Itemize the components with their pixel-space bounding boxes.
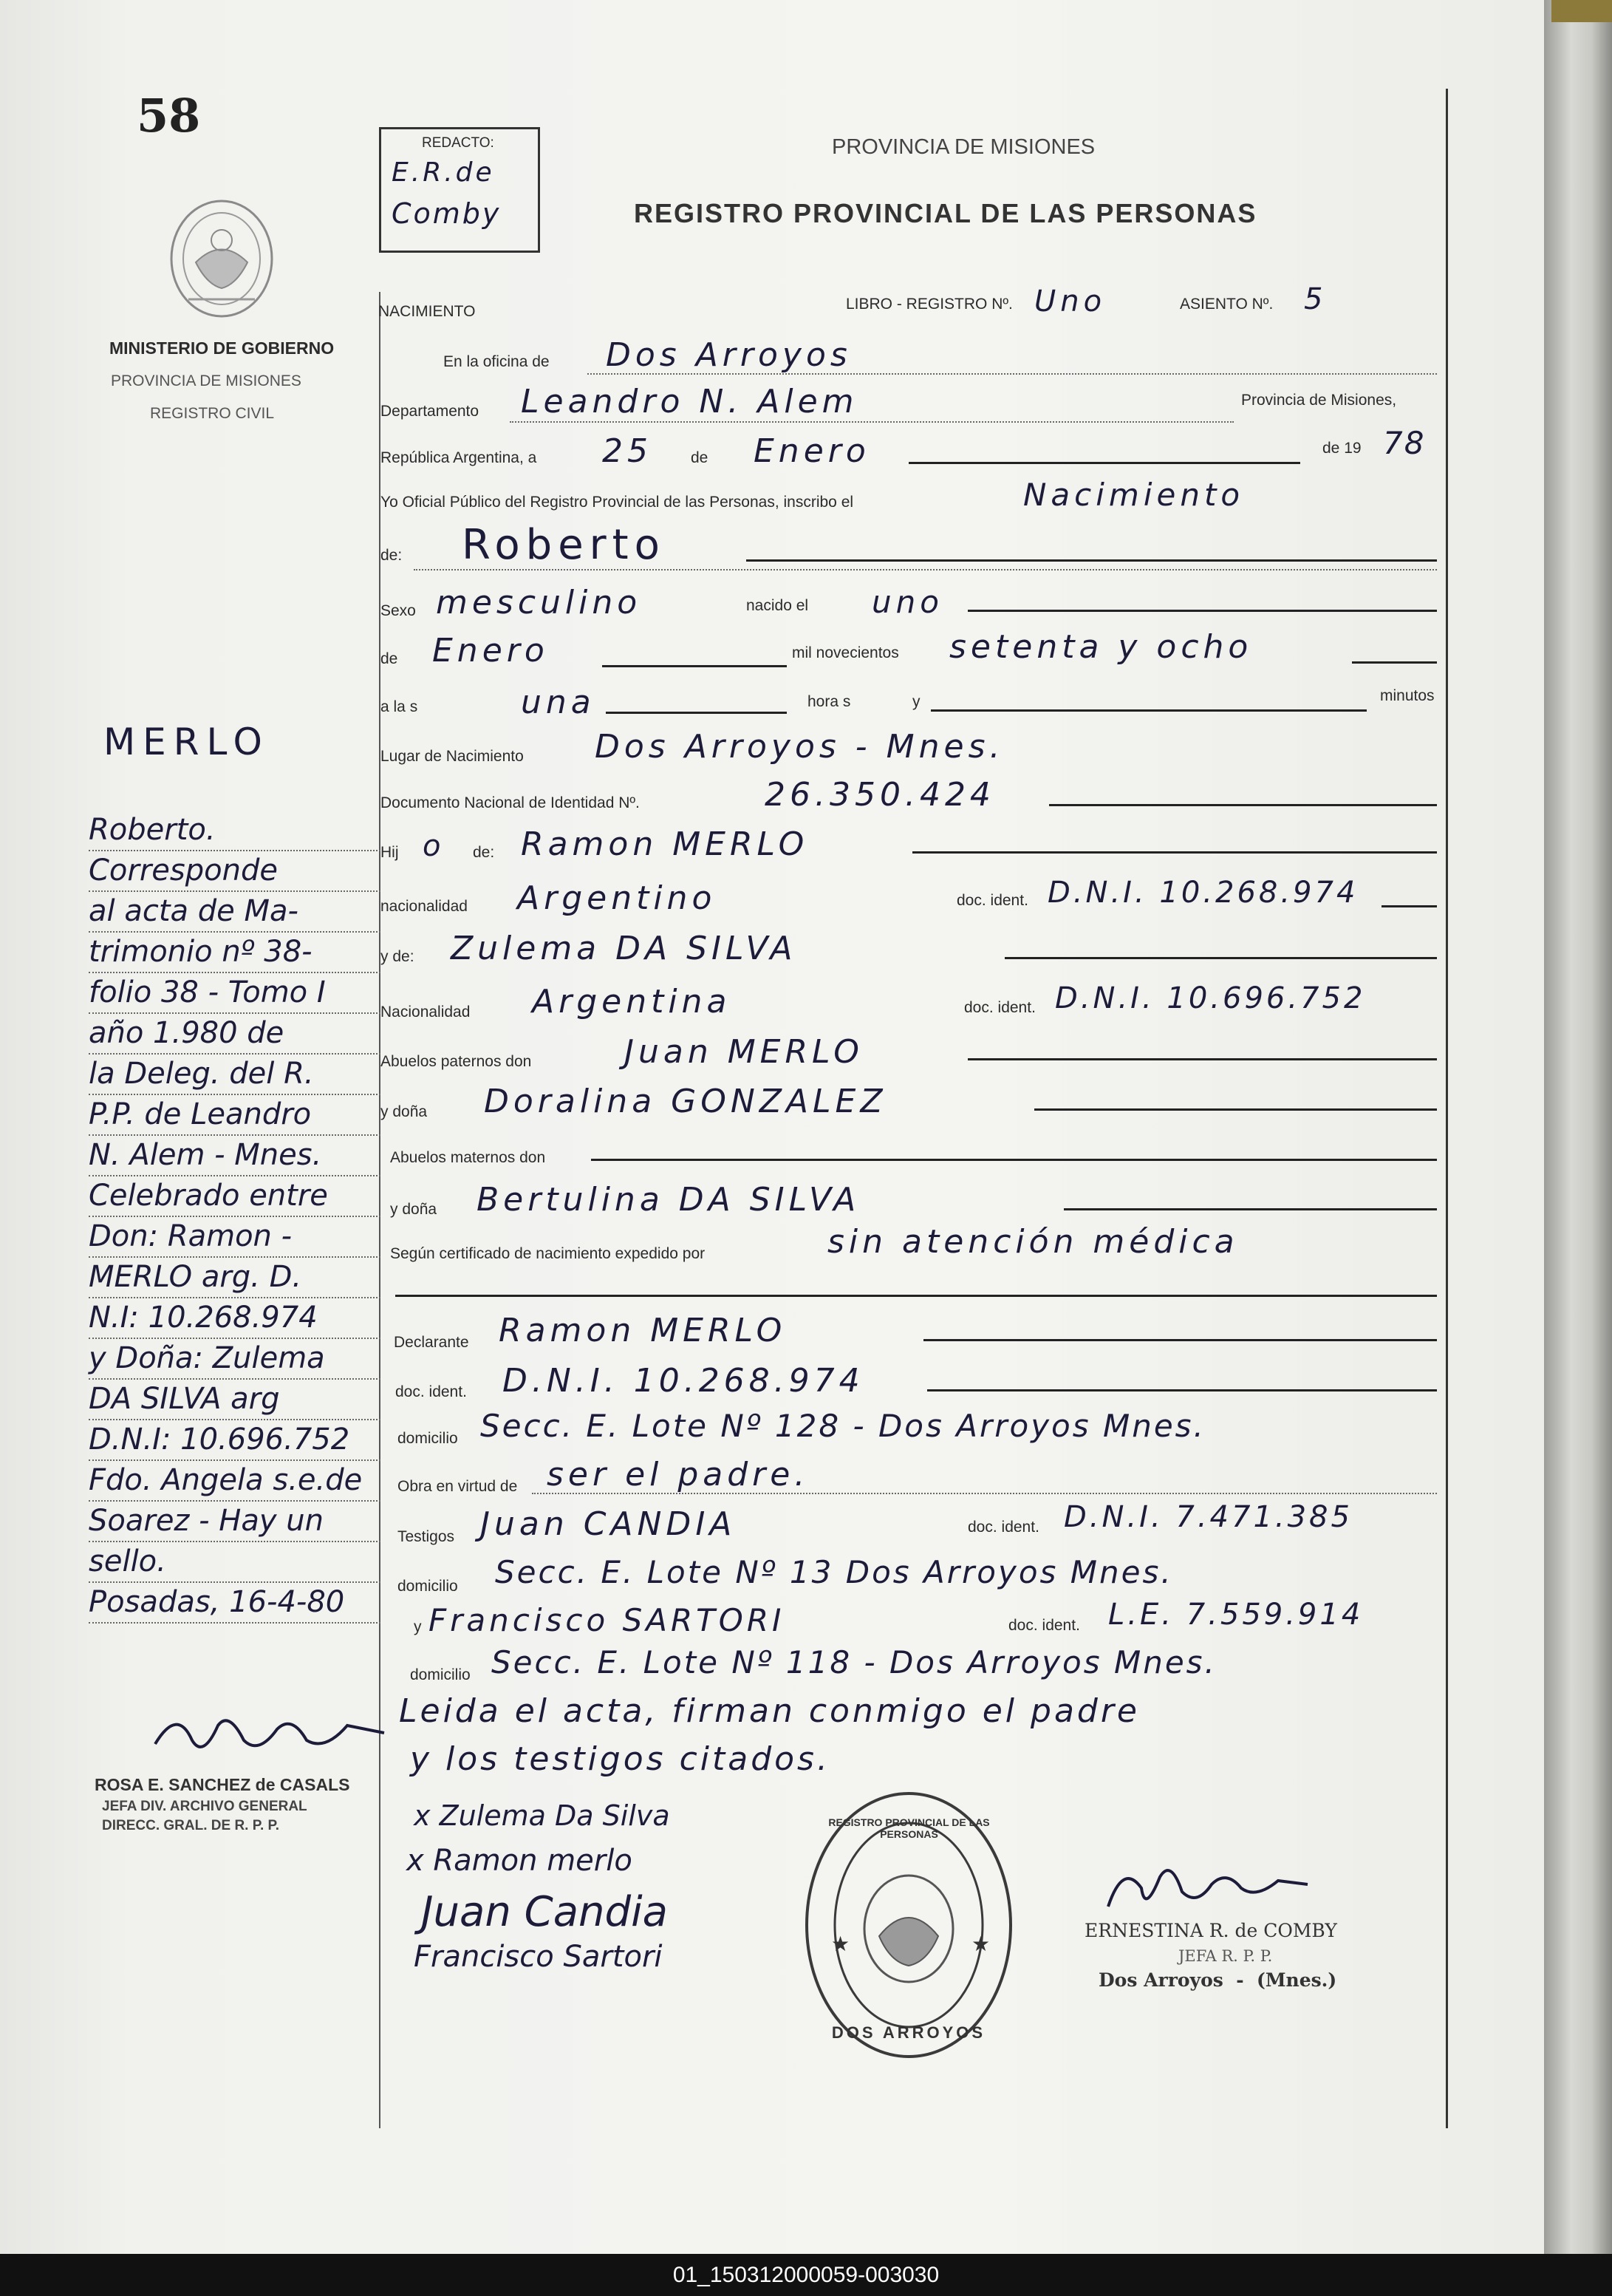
madre-value: Zulema DA SILVA xyxy=(451,930,797,967)
dom2-value: Secc. E. Lote Nº 13 Dos Arroyos Mnes. xyxy=(495,1554,1173,1590)
sexo-value: mesculino xyxy=(436,584,642,621)
redacto-line1: E.R.de xyxy=(392,157,495,188)
page-corner xyxy=(1551,0,1612,22)
hora-line xyxy=(606,712,787,714)
dom1-value: Secc. E. Lote Nº 128 - Dos Arroyos Mnes. xyxy=(480,1408,1206,1444)
redacto-box xyxy=(379,127,540,253)
doct1-label: doc. ident. xyxy=(968,1519,1039,1536)
margin-rule xyxy=(89,1378,380,1380)
lugar-value: Dos Arroyos - Mnes. xyxy=(595,728,1005,766)
nac2-value: Argentina xyxy=(532,983,731,1021)
margin-note-line: Soarez - Hay un xyxy=(89,1504,324,1538)
nac2-label: Nacionalidad xyxy=(380,1004,471,1021)
margin-note-line: Corresponde xyxy=(89,854,278,888)
redacto-line2: Comby xyxy=(392,197,502,230)
margin-note-line: P.P. de Leandro xyxy=(89,1097,312,1131)
image-identifier: 01_150312000059-003030 xyxy=(0,2254,1612,2296)
doc1-line xyxy=(1382,905,1437,907)
de3-label: de xyxy=(380,650,398,667)
margin-sig-title2: DIRECC. GRAL. DE R. P. P. xyxy=(102,1818,280,1833)
margin-rule xyxy=(89,1053,380,1055)
margin-note-line: y Doña: Zulema xyxy=(89,1341,325,1375)
margin-note-line: D.N.I: 10.696.752 xyxy=(89,1423,350,1457)
ydona2-label: y doña xyxy=(390,1201,437,1218)
signature-ramon: x Ramon merlo xyxy=(406,1844,632,1878)
official-title: JEFA R. P. P. xyxy=(1178,1947,1273,1965)
stamp-top-text: REGISTRO PROVINCIAL DE LAS PERSONAS xyxy=(828,1816,990,1840)
margin-rule xyxy=(89,931,380,933)
hijde-label: de: xyxy=(473,844,495,861)
margin-note-line: folio 38 - Tomo I xyxy=(89,975,326,1009)
abmat-line xyxy=(591,1159,1437,1161)
margin-rule xyxy=(89,1541,380,1542)
margin-rule xyxy=(89,972,380,973)
official-place: Dos Arroyos - (Mnes.) xyxy=(1099,1969,1337,1991)
abpat2-line xyxy=(1034,1108,1437,1111)
margin-rule xyxy=(89,1256,380,1258)
anio-label: de 19 xyxy=(1322,440,1362,457)
obra-line xyxy=(532,1493,1437,1494)
dom2-label: domicilio xyxy=(397,1578,458,1595)
testigo1-value: Juan CANDIA xyxy=(480,1505,737,1543)
right-column-border xyxy=(1446,89,1448,2128)
alas-label: a la s xyxy=(380,698,418,715)
republica-label: República Argentina, a xyxy=(380,449,537,466)
libro-value: Uno xyxy=(1034,285,1107,318)
obra-value: ser el padre. xyxy=(547,1456,810,1493)
depto-value: Leandro N. Alem xyxy=(521,383,858,420)
testigo2-value: Francisco SARTORI xyxy=(428,1602,785,1638)
segun-value: sin atención médica xyxy=(827,1223,1239,1261)
signature-candia: Juan Candia xyxy=(421,1888,668,1936)
dom3-label: domicilio xyxy=(410,1666,471,1683)
stamp-bottom-text: DOS ARROYOS xyxy=(831,2023,986,2042)
dni-label: Documento Nacional de Identidad Nº. xyxy=(380,794,640,811)
declarante-label: Declarante xyxy=(394,1334,469,1351)
nombre-line xyxy=(746,559,1437,562)
dom3-value: Secc. E. Lote Nº 118 - Dos Arroyos Mnes. xyxy=(491,1644,1217,1680)
nacido-label: nacido el xyxy=(746,597,809,614)
margin-note-line: Don: Ramon - xyxy=(89,1219,293,1253)
anio2-line xyxy=(1352,661,1437,664)
doc1-value: D.N.I. 10.268.974 xyxy=(1048,876,1359,910)
anio-value: 78 xyxy=(1383,425,1426,461)
signature-sartori: Francisco Sartori xyxy=(414,1940,663,1974)
asiento-value: 5 xyxy=(1304,282,1328,316)
oficina-value: Dos Arroyos xyxy=(606,336,852,374)
sexo-label: Sexo xyxy=(380,602,416,619)
registry-header: REGISTRO PROVINCIAL DE LAS PERSONAS xyxy=(634,198,1257,228)
margin-surname: MERLO xyxy=(103,721,270,763)
dni-line xyxy=(1049,804,1437,806)
mes-value: Enero xyxy=(754,432,870,470)
abmat2-line xyxy=(1064,1208,1437,1210)
abmat-label: Abuelos maternos don xyxy=(390,1149,546,1166)
nac1-value: Argentino xyxy=(517,879,717,917)
margin-sig-title1: JEFA DIV. ARCHIVO GENERAL xyxy=(102,1799,307,1814)
margin-note-line: trimonio nº 38- xyxy=(89,935,313,969)
margin-note-line: Roberto. xyxy=(89,813,216,847)
left-province-label: PROVINCIA DE MISIONES xyxy=(111,372,301,389)
hij-value: o xyxy=(423,829,445,863)
signature-zulema: x Zulema Da Silva xyxy=(414,1799,670,1832)
nac1-label: nacionalidad xyxy=(380,898,468,915)
doc2-label: doc. ident. xyxy=(964,999,1036,1016)
margin-rule xyxy=(89,1175,380,1176)
margin-note-line: año 1.980 de xyxy=(89,1016,284,1050)
mil-label: mil novecientos xyxy=(792,644,899,661)
y-label: y xyxy=(912,693,921,710)
margin-note-line: MERLO arg. D. xyxy=(89,1260,302,1294)
obra-label: Obra en virtud de xyxy=(397,1478,518,1495)
redacto-label: REDACTO: xyxy=(422,135,494,151)
oficina-label: En la oficina de xyxy=(443,353,550,370)
dom1-label: domicilio xyxy=(397,1430,458,1447)
declarante-value: Ramon MERLO xyxy=(499,1312,787,1349)
svg-text:★: ★ xyxy=(831,1932,850,1955)
left-column-border xyxy=(379,292,380,2128)
mes2-line xyxy=(602,665,787,667)
official-name: ERNESTINA R. de COMBY xyxy=(1085,1920,1337,1941)
margin-note-line: la Deleg. del R. xyxy=(89,1057,314,1091)
ydona1-label: y doña xyxy=(380,1103,428,1120)
oficina-line xyxy=(587,373,1437,375)
nacido-value: uno xyxy=(872,584,943,620)
segun-line2 xyxy=(395,1295,1437,1297)
minutos-label: minutos xyxy=(1380,687,1435,704)
margin-rule xyxy=(89,1500,380,1502)
margin-note-line: sello. xyxy=(89,1544,166,1578)
civil-registry-label: REGISTRO CIVIL xyxy=(150,405,275,422)
declarante-line xyxy=(923,1339,1437,1341)
abpat-value: Juan MERLO xyxy=(624,1033,864,1071)
province-header: PROVINCIA DE MISIONES xyxy=(832,135,1096,159)
lugar-label: Lugar de Nacimiento xyxy=(380,748,524,765)
doct1-value: D.N.I. 7.471.385 xyxy=(1064,1500,1353,1534)
margin-rule xyxy=(89,1419,380,1420)
padre-line xyxy=(912,851,1437,854)
yo-label: Yo Oficial Público del Registro Provincial de las Personas, inscribo el xyxy=(380,494,854,511)
de2-label: de: xyxy=(380,547,403,564)
margin-rule xyxy=(89,1012,380,1014)
testigos-label: Testigos xyxy=(397,1528,455,1545)
margin-rule xyxy=(89,1581,380,1583)
hij-label: Hij xyxy=(380,844,399,861)
hora-value: una xyxy=(521,684,595,721)
minutos-line xyxy=(931,709,1367,712)
margin-rule xyxy=(89,1094,380,1095)
margin-note-line: Celebrado entre xyxy=(89,1179,328,1213)
nacido-line xyxy=(968,610,1437,612)
abmat2-value: Bertulina DA SILVA xyxy=(477,1181,861,1219)
mes-line xyxy=(909,462,1300,464)
abpat2-value: Doralina GONZALEZ xyxy=(484,1083,887,1120)
horas-label: hora s xyxy=(807,693,851,710)
nombre-underline xyxy=(414,569,1437,570)
padre-value: Ramon MERLO xyxy=(521,825,809,863)
nombre-value: Roberto xyxy=(462,521,666,569)
doct2-value: L.E. 7.559.914 xyxy=(1108,1598,1364,1632)
official-signature-scribble xyxy=(1101,1855,1315,1921)
de-label: de xyxy=(691,449,708,466)
dia-value: 25 xyxy=(602,432,652,470)
margin-rule xyxy=(89,1134,380,1136)
ministry-label: MINISTERIO DE GOBIERNO xyxy=(109,338,335,358)
yde-label: y de: xyxy=(380,948,414,965)
doc1-label: doc. ident. xyxy=(957,892,1028,909)
docdecl-label: doc. ident. xyxy=(395,1383,467,1400)
margin-rule xyxy=(89,1297,380,1298)
margin-note-line: al acta de Ma- xyxy=(89,894,298,928)
svg-text:★: ★ xyxy=(971,1932,991,1955)
y2-label: y xyxy=(414,1618,422,1635)
dni-value: 26.350.424 xyxy=(765,776,995,814)
margin-note-line: DA SILVA arg xyxy=(89,1382,280,1416)
coat-of-arms-icon xyxy=(166,196,277,321)
libro-label: LIBRO - REGISTRO Nº. xyxy=(846,296,1013,313)
margin-rule xyxy=(89,1216,380,1217)
leida-line1: Leida el acta, firman conmigo el padre xyxy=(399,1692,1140,1730)
abpat-label: Abuelos paternos don xyxy=(380,1053,532,1070)
leida-line2: y los testigos citados. xyxy=(410,1740,830,1778)
doct2-label: doc. ident. xyxy=(1008,1617,1080,1634)
yo-value: Nacimiento xyxy=(1023,477,1245,513)
depto-label: Departamento xyxy=(380,403,479,420)
margin-rule xyxy=(89,1338,380,1339)
mes2-value: Enero xyxy=(432,632,549,670)
margin-rule xyxy=(89,1459,380,1461)
depto-line xyxy=(510,421,1234,423)
margin-rule xyxy=(89,890,380,892)
acta-type-label: NACIMIENTO xyxy=(378,303,476,320)
margin-note-line: N. Alem - Mnes. xyxy=(89,1138,322,1172)
margin-sig-name: ROSA E. SANCHEZ de CASALS xyxy=(95,1775,350,1794)
page-number: 58 xyxy=(137,89,201,143)
margin-rule xyxy=(89,1622,380,1624)
margin-note-line: Posadas, 16-4-80 xyxy=(89,1585,345,1619)
asiento-label: ASIENTO Nº. xyxy=(1180,296,1274,313)
margin-rule xyxy=(89,850,380,851)
abpat-line xyxy=(968,1058,1437,1060)
madre-line xyxy=(1005,957,1437,959)
docdecl-value: D.N.I. 10.268.974 xyxy=(502,1362,864,1400)
segun-label: Según certificado de nacimiento expedido por xyxy=(390,1245,706,1262)
provincia-label: Provincia de Misiones, xyxy=(1241,392,1397,409)
official-stamp xyxy=(802,1788,1016,2062)
anio2-value: setenta y ocho xyxy=(949,628,1253,666)
margin-note-line: N.I: 10.268.974 xyxy=(89,1301,318,1335)
book-binding xyxy=(1544,0,1612,2254)
margin-note-line: Fdo. Angela s.e.de xyxy=(89,1463,363,1497)
doc2-value: D.N.I. 10.696.752 xyxy=(1055,981,1366,1015)
docdecl-line xyxy=(927,1389,1437,1391)
